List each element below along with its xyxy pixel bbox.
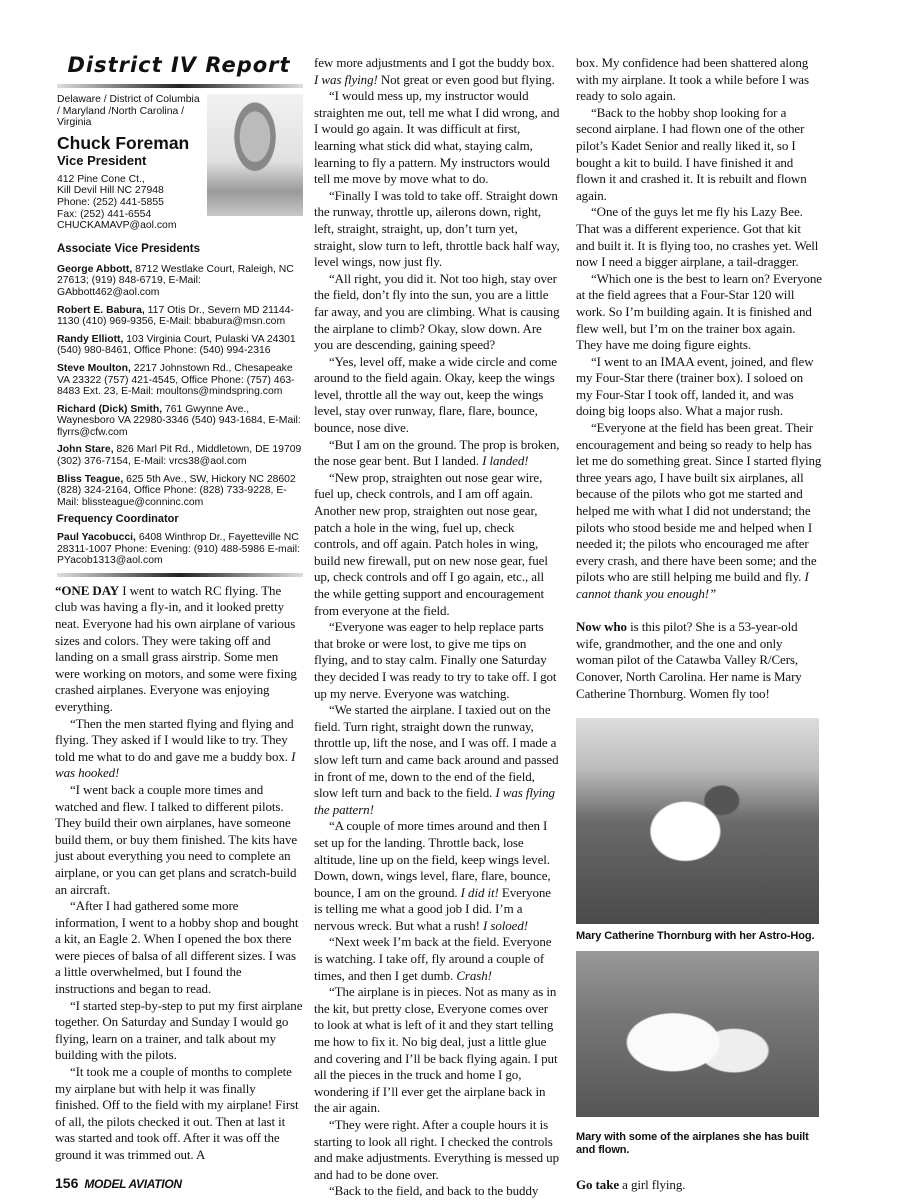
article-paragraph (314, 55, 560, 88)
associates-heading: Associate Vice Presidents (57, 242, 200, 255)
paragraph-text: “All right, you did it. Not too high, stay over the field, don’t fly into the sun, you are a little far away, and you are climbing. What is causing the airplane to climb? Okay, slow down. Are you are descending, gaining speed? (314, 270, 560, 353)
frequency-heading: Frequency Coordinator (57, 513, 179, 526)
article-paragraph (576, 55, 822, 105)
article-paragraph (314, 619, 560, 702)
title-divider (57, 84, 303, 88)
address-line: Kill Devil Hill NC 27948 (57, 185, 164, 197)
article-column-1 (55, 583, 303, 1164)
associate-info: 625 5th Ave., SW, Hickory NC 28602 (828) 324-2164, Office Phone: (828) 733-9228, E-Mail: blissteague@conninc.com (57, 473, 296, 508)
associate-entry (57, 444, 303, 467)
photo-airplanes (576, 951, 819, 1117)
vp-title: Vice President (57, 152, 147, 168)
paragraph-text: box. My confidence had been shattered along with my airplane. It took a while before I was ready to solo again. (576, 55, 809, 104)
associate-entry (57, 404, 303, 439)
paragraph-text: “After I had gathered some more information, I went to a hobby shop and bought a kit, an Eagle 2. When I opened the box there were pieces of balsa of all different sizes. I was a little overwhelmed, but I found the instructions and began to read. (55, 898, 299, 997)
fax: Fax: (252) 441-6554 (57, 208, 152, 220)
closing-bold: Go take (576, 1177, 619, 1193)
article-paragraph (55, 583, 303, 716)
italic-emphasis: I was flying! (314, 71, 378, 87)
italic-emphasis: I landed! (482, 453, 529, 469)
italic-emphasis: Crash! (456, 967, 492, 983)
paragraph-text: “I went back a couple more times and watched and flew. I talked to different pilots. They build their own airplanes, have someone build them, or buy them finished. The kits have just about everything you need to complete an airplane, or you can get plans and scratch-build an aircraft. (55, 781, 298, 897)
paragraph-text: “It took me a couple of months to complete my airplane but with help it was finally finished. Off to the field with my airplane! First of all, the pilots checked it out. Then at last it was started and took off. After it was off the ground it was trimmed out. A (55, 1064, 299, 1162)
article-column-3 (576, 55, 822, 1194)
article-paragraph (314, 984, 560, 1117)
paragraph-text: “Everyone at the field has been great. Their encouragement and being so ready to help has let me do something great. Since I started flying three years ago, I have built six airplanes, all because of the pilots who got me started and helped me with what I did not understand; the pilots who stood beside me and helped when I needed it; the pilots who encouraged me after every crash, and there have been some; and the pilots who are still helping me build and fly. (576, 420, 822, 585)
phone: Phone: (252) 441-5855 (57, 196, 164, 208)
magazine-name: MODEL AVIATION (84, 1176, 182, 1191)
article-paragraph (576, 271, 822, 354)
article-paragraph (55, 716, 303, 782)
paragraph-text: “I went to an IMAA event, joined, and flew my Four-Star there (trainer box). I soloed on my Four-Star I took off, landed it, and was doing big loops also. What a major rush. (576, 353, 814, 419)
vp-header (55, 94, 303, 232)
paragraph-text: “Yes, level off, make a wide circle and come around to the field again. Okay, keep the wings level, throttle all the way out, keep the wings level, stay over runway, flare, flare, bounce, bounce, nose dive. (314, 353, 557, 436)
paragraph-text: “Then the men started flying and flying and flying. They asked if I would like to try. They told me what to do and gave me a buddy box. (55, 715, 294, 764)
associate-name: Randy Elliott, (57, 333, 124, 345)
article-paragraph (576, 105, 822, 205)
article-paragraph (55, 898, 303, 998)
article-paragraph (314, 818, 560, 934)
email: CHUCKAMAVP@aol.com (57, 220, 177, 232)
paragraph-text: “One of the guys let me fly his Lazy Bee. That was a different experience. Got that kit and built it. It is flying too, no crashes yet. Well now I need a bigger airplane, a tail-dragger. (576, 204, 819, 270)
district-region: Delaware / District of Columbia / Maryland /North Carolina / Virginia (57, 94, 200, 129)
associate-entry (57, 305, 303, 328)
article-paragraph (55, 1064, 303, 1164)
paragraph-text: “New prop, straighten out nose gear wire, fuel up, check controls, and I am off again. Another new prop, straighten out nose gear, patch a hole in the wing, fuel up, check controls, and off again. Patch holes in wing, build new firewall, put on new nose gear, fuel up, check controls and off I go again, etc., all the while getting support and encouragement from everyone at the field. (314, 469, 548, 618)
associate-name: Bliss Teague, (57, 473, 124, 485)
photo-caption: Mary Catherine Thornburg with her Astro-Hog. (576, 930, 815, 943)
associate-name: Robert E. Babura, (57, 304, 145, 316)
paragraph-text: “Which one is the best to learn on? Everyone at the field agrees that a Four-Star 120 will work. So I’m building again. It is finished and flew well, but I’m on the trainer box again. They have me doing figure eights. (576, 270, 822, 353)
associate-info: 826 Marl Pit Rd., Middletown, DE 19709 (302) 376-7154, E-Mail: vrcs38@aol.com (57, 444, 302, 468)
associate-name: Richard (Dick) Smith, (57, 403, 163, 415)
article-paragraph (314, 88, 560, 188)
article-column-2 (314, 55, 560, 1200)
page-number: 156 (55, 1174, 79, 1191)
associate-name: Steve Moulton, (57, 362, 131, 374)
paragraph-text: “The airplane is in pieces. Not as many as in the kit, but pretty close, Everyone comes over to look at what is left of it and they start telling me how to fix it. No big deal, just a little glue and covering and I’ll be back flying again. I put all the pieces in the truck and home I go, wondering if I’ll ever get the airplane back in the air again. (314, 984, 558, 1116)
paragraph-text: few more adjustments and I got the buddy box. (314, 55, 555, 70)
article-paragraph (55, 998, 303, 1064)
address-line: 412 Pine Cone Ct., (57, 173, 145, 185)
associate-info: 761 Gwynne Ave., Waynesboro VA 22980-3346 (540) 943-1684, E-Mail: flyrrs@cfw.com (57, 403, 301, 438)
article-paragraph (314, 188, 560, 271)
paragraph-text: “Back to the field, and back to the buddy (329, 1183, 539, 1199)
paragraph-text: I went to watch RC flying. The club was having a fly-in, and it looked pretty neat. Everyone had his own airplane of various sizes and colors. They were taking off and landing on a small grass airstrip. Some men were working on motors, and some were fixing crashed airplanes. Everyone was enjoying everything. (55, 582, 297, 714)
paragraph-text: “We started the airplane. I taxied out on the field. Turn right, straight down the runway, throttle up, lift the nose, and I was off. I made a slow left turn and came back around and passed in front of me, down to the end of the field, slow left turn and back to the field. (314, 702, 559, 801)
associate-entry (57, 474, 303, 509)
article-paragraph (576, 354, 822, 420)
associate-name: George Abbott, (57, 263, 133, 275)
italic-emphasis: I did it! (460, 884, 499, 900)
associate-info: 2217 Johnstown Rd., Chesapeake VA 23322 (757) 421-4545, Office Phone: (757) 463-8483 Ext. 23, E-Mail: moultons@mindspring.com (57, 362, 295, 398)
page-title: District IV Report (67, 53, 291, 77)
photo-caption: Mary with some of the airplanes she has built and flown. (576, 1131, 809, 1157)
paragraph-text: “Next week I’m back at the field. Everyone is watching. I take off, fly around a couple of times, and then I get dumb. (314, 934, 552, 983)
article-paragraph (314, 934, 560, 984)
associate-entry (57, 264, 303, 299)
associate-info: 117 Otis Dr., Severn MD 21144-1130 (410) 969-9356, E-Mail: bbabura@msn.com (57, 304, 294, 328)
associate-entry (57, 334, 303, 357)
paragraph-text: Everyone is telling me what a good job I did. I’m a nervous wreck. But what a rush! (314, 884, 551, 933)
article-paragraph (314, 702, 560, 818)
vp-portrait-photo (207, 94, 303, 216)
associate-entry (57, 363, 303, 398)
associate-info: 103 Virginia Court, Pulaski VA 24301 (540) 980-8461, Office Phone: (540) 994-2316 (57, 333, 296, 357)
paragraph-text: “A couple of more times around and then I set up for the landing. Throttle back, lose altitude, line up on the field, keep wings level. Down, down, wings level, flare, flare, bounce, bounce, I am on the ground. (314, 818, 551, 900)
paragraph-text: “Back to the hobby shop looking for a second airplane. I had flown one of the other pilot’s Kadet Senior and really liked it, so I bought a kit to build. I have finished it and flown it and crashed it. It is rebuilt and flown again. (576, 104, 807, 203)
paragraph-text: “Finally I was told to take off. Straight down the runway, throttle up, ailerons down, right, left, straight, straight, up, don’t turn yet, straight, slow turn to left, throttle back half way, level wings, now just fly. (314, 187, 560, 270)
italic-emphasis: I cannot thank you enough!” (576, 569, 809, 601)
article-paragraph (314, 1117, 560, 1183)
italic-emphasis: I soloed! (483, 917, 528, 933)
article-paragraph (314, 354, 560, 437)
paragraph-text: “Everyone was eager to help replace parts that broke or were lost, to give me tips on flying, and to stay calm. Finally one Saturday they decided I was ready to try to take off. I got up my nerve. Everyone was watching. (314, 619, 557, 701)
page-footer (55, 1174, 303, 1193)
photo-pilot-with-astro-hog (576, 718, 819, 924)
article-paragraph (576, 619, 822, 702)
closing-line (576, 1177, 822, 1194)
paragraph-text: “They were right. After a couple hours it is starting to look all right. I checked the controls and make adjustments. Everything is messed up and had to be done over. (314, 1117, 559, 1182)
bold-lead: Now who (576, 619, 627, 635)
left-column (55, 52, 303, 1193)
article-paragraph (314, 470, 560, 619)
associate-info: 8712 Westlake Court, Raleigh, NC 27613; (919) 848-6719, E-Mail: GAbbott462@aol.com (57, 263, 294, 298)
article-paragraph (576, 204, 822, 270)
italic-emphasis: I was flying the pattern! (314, 785, 555, 817)
article-paragraph (314, 271, 560, 354)
article-paragraph (55, 782, 303, 898)
paragraph-text: “I started step-by-step to put my first airplane together. On Saturday and Sunday I would go flying, learn on a trainer, and talk about my building with the pilots. (55, 997, 303, 1063)
vp-name: Chuck Foreman (57, 132, 190, 153)
frequency-coordinator-entry (57, 532, 303, 567)
associates-list (55, 264, 303, 567)
section-divider (57, 573, 303, 577)
paragraph-text: “But I am on the ground. The prop is broken, the nose gear bent. But I landed. (314, 436, 560, 469)
italic-emphasis: I was hooked! (55, 748, 296, 781)
coordinator-name: Paul Yacobucci, (57, 532, 136, 544)
coordinator-info: 6408 Winthrop Dr., Fayetteville NC 28311-1007 Phone: Evening: (910) 488-5986 E-mail: PYacob1313@aol.com (57, 532, 300, 567)
article-paragraph (576, 420, 822, 603)
bold-lead: “ONE DAY (55, 582, 120, 598)
article-paragraph (314, 437, 560, 470)
associate-name: John Stare, (57, 444, 114, 456)
paragraph-text: Not great or even good but flying. (377, 71, 555, 87)
paragraph-text: is this pilot? She is a 53-year-old wife, grandmother, and the one and only woman pilot of the Catawba Valley R/Cers, Conover, North Carolina. Her name is Mary Catherine Thornburg. Women fly too! (576, 619, 802, 701)
paragraph-text: “I would mess up, my instructor would straighten me out, tell me what I did wrong, and I would go again. It was difficult at first, learning what stick did what, staying calm, learning to fly a pattern. My instructors would tell me move by move what to do. (314, 88, 560, 187)
closing-text: a girl flying. (619, 1177, 686, 1193)
